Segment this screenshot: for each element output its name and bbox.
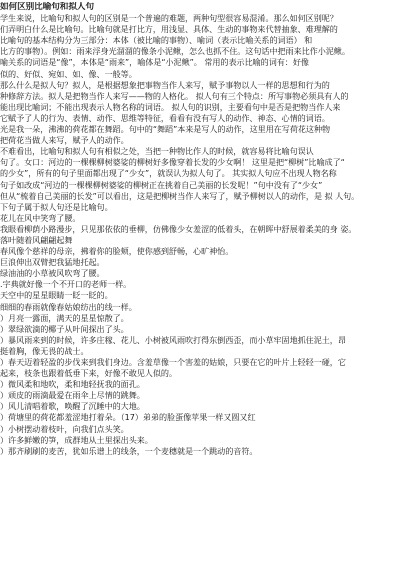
exercise-item: 天空中的星星眼睛一眨一眨的。 [0, 290, 113, 301]
exercise-item: ）暴风雨来到的时候，许多庄稼、花儿、小树被风雨吹打得东倒西歪，而小草牢固地抓住泥土，昂 [0, 334, 346, 345]
text-line: 光是我一朵，沸沸的荷花都在舞蹈。句中的“舞蹈”本来是写人的动作，这里用在写荷花这种物 [0, 124, 331, 135]
exercise-item: 春风像个慈祥的母亲，拂着你的脸颊，使你感到舒畅，心旷神怡。 [0, 246, 234, 257]
exercise-item: ）许多鲜嫩的笋，成群地从土里探出头来。 [0, 434, 153, 445]
text-line: 喻关系的词语是“像”，本体是“雨来”，喻体是“小泥鳅”。 常用的表示比喻的词有：好像 [0, 57, 309, 68]
text-line: 比喻句的基本结构分为三部分：本体（被比喻的事物）、喻词（表示比喻关系的词语） 和 [0, 35, 313, 46]
text-line: 学生来说，比喻句和拟人句的区别是一个普遍的难题，两种句型很容易混淆。那么如何区别呢？ [0, 13, 338, 24]
text-line: 那么什么是拟人句？拟人，是根据想象把事物当作人来写，赋予事物以人一样的思想和行为的 [0, 79, 330, 90]
text-line: 的少女”，所有的句子里面都出现了“少女”，就误认为拟人句了。 其实拟人句应不出现人物名称 [0, 168, 337, 179]
exercise-item: 绿油油的小草被风吹弯了腰。 [0, 268, 105, 279]
exercise-instruction: 下句子属于拟人句还是比喻句。 [0, 201, 113, 212]
exercise-item: 细细的春雨就像春姑娘纺出的线一样。 [0, 301, 137, 312]
exercise-item: ）微风柔和地吹，柔和地轻抚我的面孔。 [0, 379, 145, 390]
exercise-item: ）荷塘里的荷花都羞涩地打着朵。（17）弟弟的脸蛋像苹果一样又圆又红 [0, 412, 256, 423]
exercise-item: 我眼看柳荫小路漫步，只见那依依的垂柳，仿佛像少女羞涩的低着头，在朝晖中舒展着柔美的身 姿。 [0, 223, 357, 234]
text-line: 把荷花当做人来写，赋予人的动作。 [0, 135, 129, 146]
text-line: 似的、好似、宛如、如、像、一般等。 [0, 68, 137, 79]
text-line: 句子如改成“河边的一棵棵柳树婆娑的柳树正在挑着自己美丽的长发呢！”句中没有了“少女” [0, 179, 323, 190]
exercise-item: ）月亮一露面，满天的星星惊散了。 [0, 312, 129, 323]
text-line: 们弄明白什么是比喻句。比喻句就是打比方，用浅显、具体、生动的事物来代替抽象、难理解的 [0, 24, 338, 35]
exercise-item: ）翠绿欲滴的椰子从叶间探出了头。 [0, 323, 129, 334]
document-title: 如何区别比喻句和拟人句 [0, 2, 94, 12]
exercise-item: 落叶随着风翩翩起舞 [0, 234, 73, 245]
text-line: 比方的事物）。例如：雨来浮身光溜溜的像条小泥鳅，怎么也抓不住。这句话中把雨来比作小泥鳅。 [0, 46, 350, 57]
exercise-item: 花儿在风中笑弯了腰。 [0, 212, 81, 223]
exercise-item: ）小树摆动着枝叶，向我们点头笑。 [0, 423, 129, 434]
text-line: 句了。女口：河边的一棵棵柳树婆娑的柳树好多像穿着长发的少女啊！ 这里是把“柳树”比喻成了“ [0, 157, 345, 168]
text-line: 但从“梳着自己美丽的长发”可以看出，这是把柳树当作人来写了，赋予柳树以人的动作，是 拟 人句。 [0, 190, 360, 201]
exercise-item: ）春天迈着轻盈的步伐来到我们身边。含羞草像一个害羞的姑娘，只要在它的叶片上轻轻一碰，它 [0, 357, 346, 367]
exercise-item: 巨浪伸出双臂把我猛地托起。 [0, 257, 105, 268]
text-line: 它赋予了人的行为、表情、动作、思维等特征，看看有没有写人的动作、神态、心情的词语。 [0, 112, 330, 123]
exercise-item: 挺着胸，像无畏的战士。 [0, 345, 89, 356]
exercise-item: ）那齐刷刷的麦苦，犹如乐谱上的线条，一个麦穗就是一个跳动的音符。 [0, 445, 258, 456]
text-line: 种修辞方法。拟人是把物当作人来写——物的人格化。 拟人句有三个特点：所写事物必须具有人的 [0, 90, 349, 101]
exercise-item: ）风儿清唱着歌，唤醒了沉睡中的大地。 [0, 401, 145, 412]
exercise-item: ）顽皮的雨滴最爱在雨伞上尽情的跳舞。 [0, 390, 145, 401]
exercise-item: .字典就好像一个不开口的老师一样。 [0, 279, 132, 290]
text-line: 不难看出，比喻句和拟人句有相似之处，当把一种物比作人的时候，就容易将比喻句误认 [0, 146, 314, 157]
text-line: 能出现比喻词；不能出现表示人物名称的词语。 拟人句的识别，主要看句中是否是把物当作人来 [0, 101, 341, 112]
exercise-item: 起来，枝条也跟着低垂下来，好像不敢见人似的。 [0, 368, 177, 379]
